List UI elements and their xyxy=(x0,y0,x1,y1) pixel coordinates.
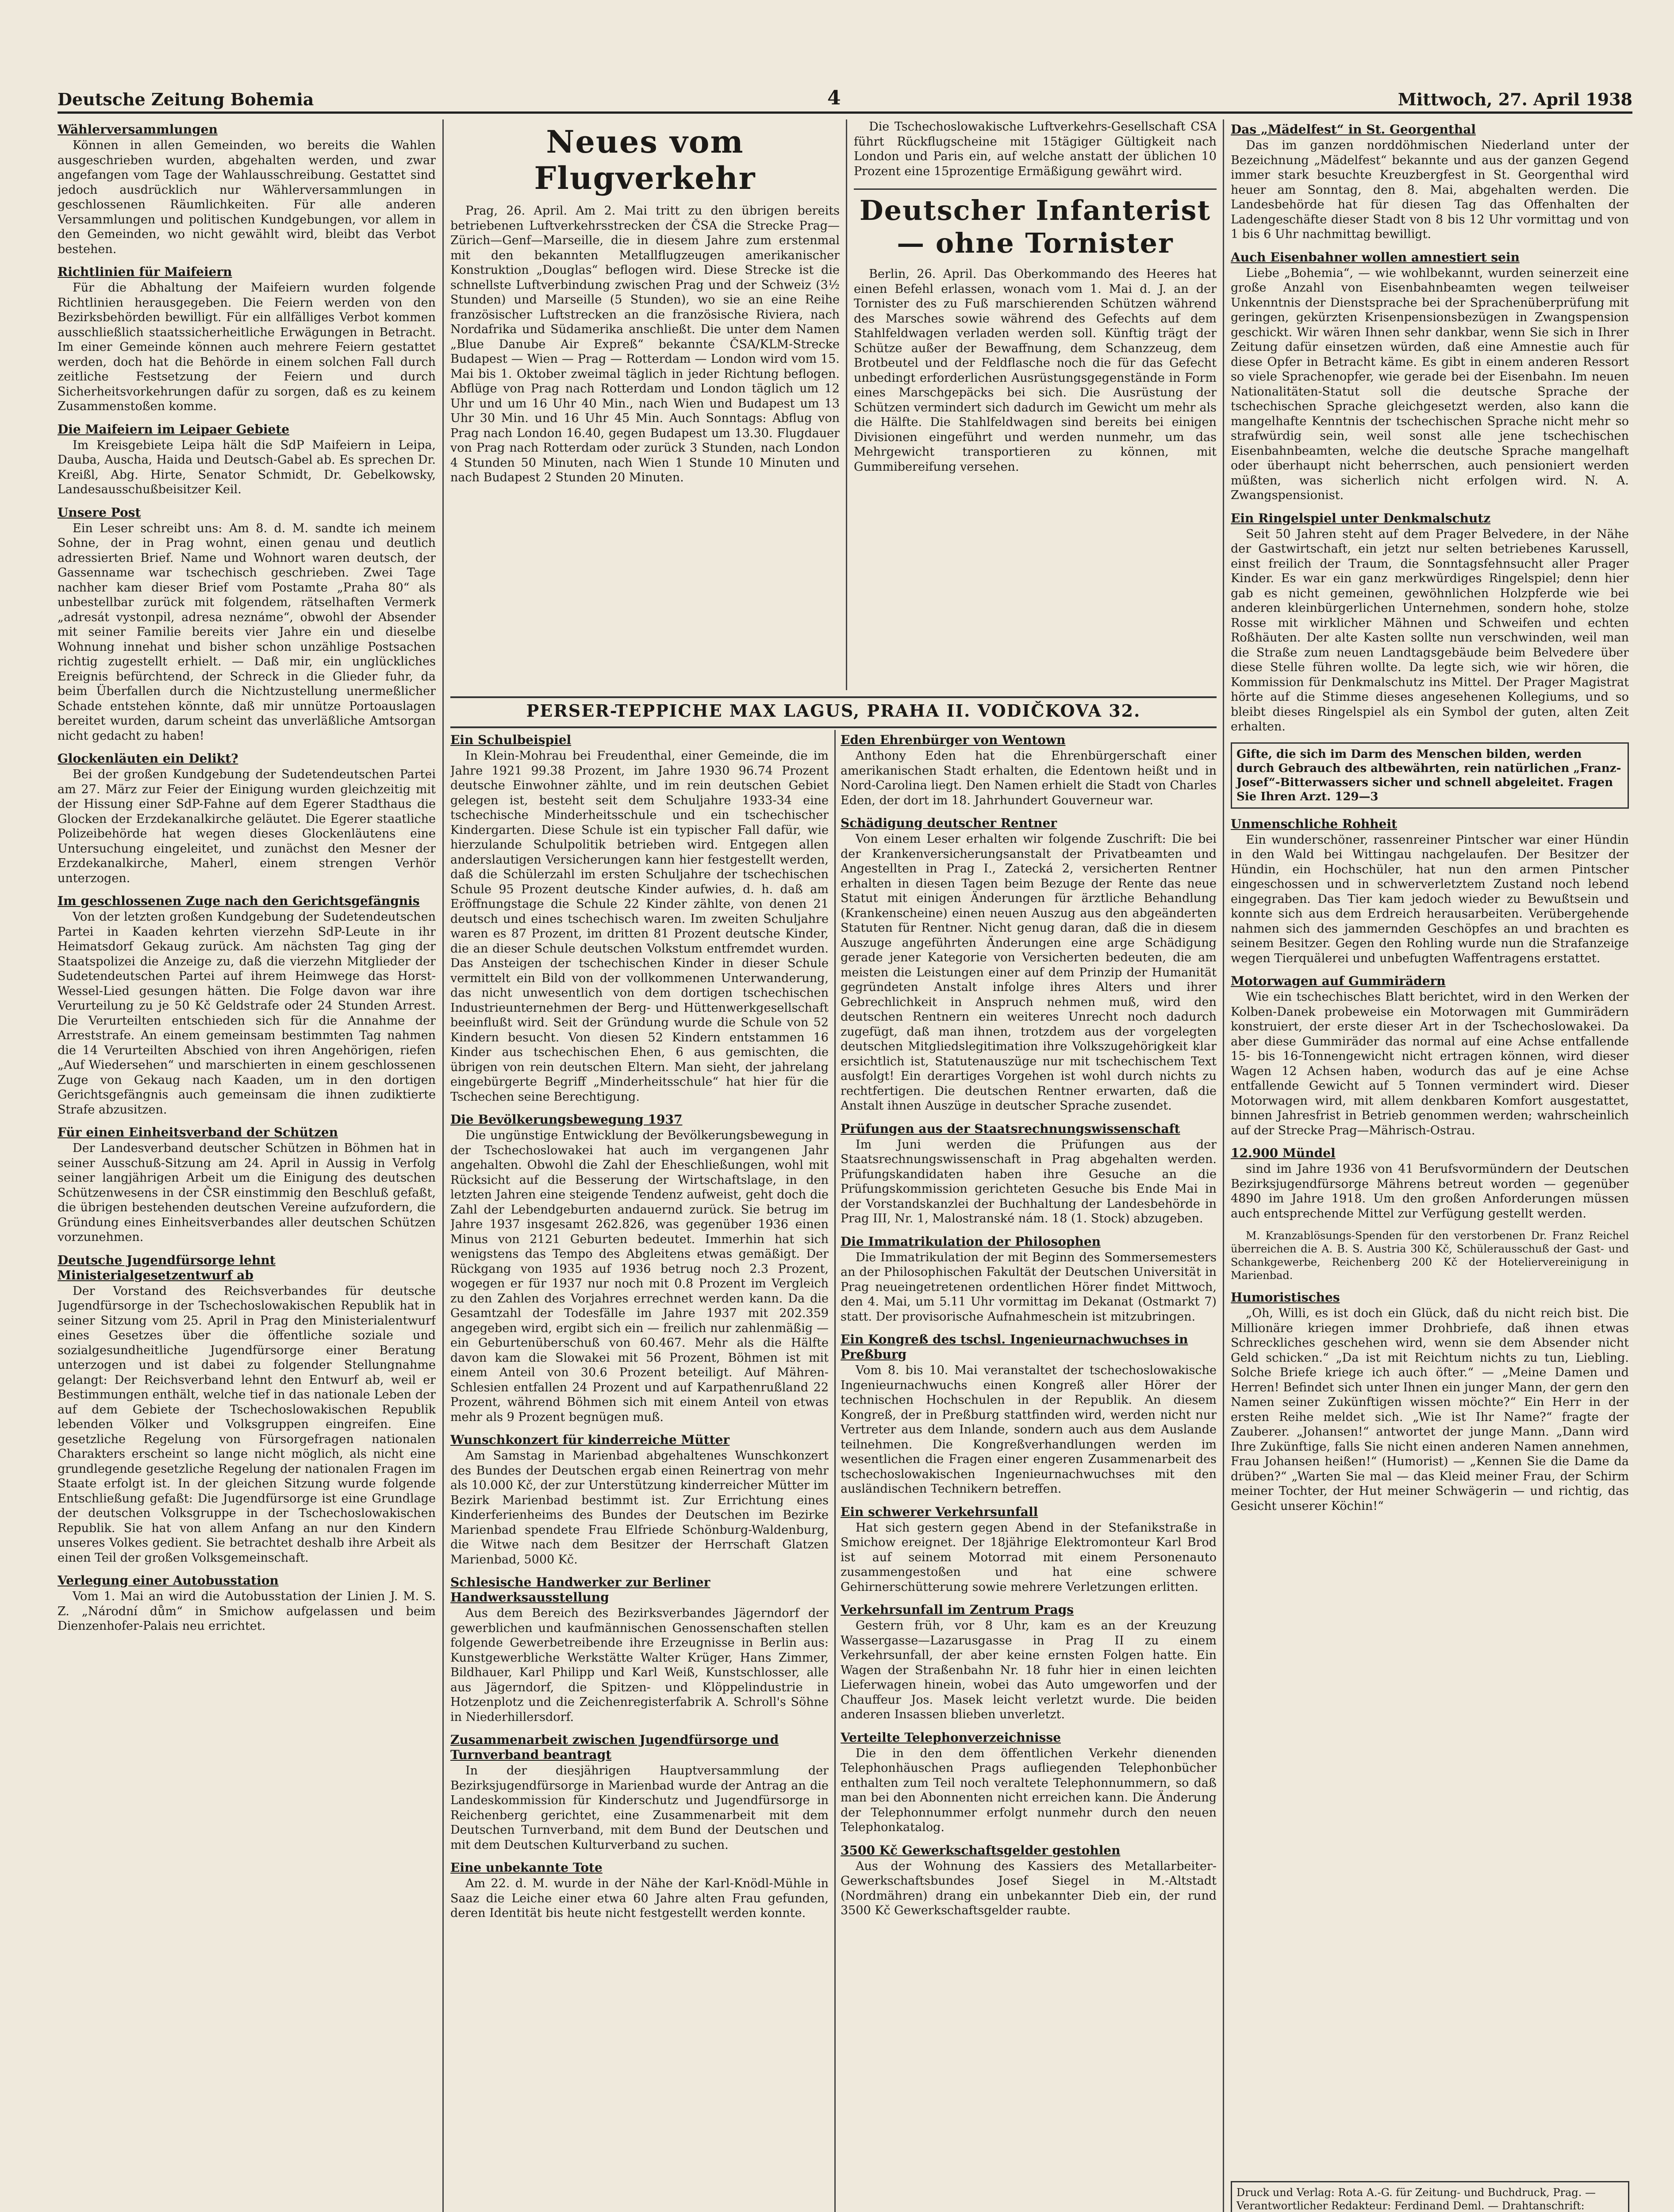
article-heading: Ein schwerer Verkehrsunfall xyxy=(841,1504,1038,1519)
article-title: Neues vom Flugverkehr xyxy=(534,123,756,196)
article-heading: Die Bevölkerungsbewegung 1937 xyxy=(450,1112,683,1127)
donation-notice: M. Kranzablösungs-Spenden für den verstorbenen Dr. Franz Reichel überreichen die A. B. S. Austria 300 Kč, Schülerausschuß der Gast- und Schankgewerbe, Reichenberg 200 Kč der Hoteliervereinigung in Marienbad. xyxy=(1231,1229,1629,1282)
article-heading: Die Immatrikulation der Philosophen xyxy=(841,1234,1101,1249)
article xyxy=(1231,742,1629,809)
article xyxy=(841,1121,1217,1226)
article-body: Der Vorstand des Reichsverbandes für deutsche Jugendfürsorge in der Tschechoslowakischen Republik hat in seiner Sitzung vom 25. April in Prag den Ministerialentwurf eines Gesetzes über die öffentliche soziale und sozialgesundheitliche Jugendfürsorge einer Beratung unterzogen und ist dabei zu folgender Stellungnahme gelangt: Der Reichsverband lehnt den Entwurf ab, weil er Bestimmungen enthält, welche tief in das nationale Leben der auf dem Gebiete der Tschechoslowakischen Republik lebenden Völker und Volksgruppen eingreifen. Eine gesetzliche Regelung von Fürsorgefragen nationalen Charakters erscheint so lange nicht möglich, als nicht eine grundlegende gesetzliche Regelung der nationalen Fragen im Staate erfolgt ist. In der gleichen Sitzung wurde folgende Entschließung gefaßt: Die Jugendfürsorge ist eine Grundlage der deutschen Volksgruppe in der Tschechoslowakischen Republik. Sie hat von allem Anfang an nur den Kindern unseres Volkes gedient. Sie betrachtet deshalb ihre Arbeit als einen Teil der großen Volksgemeinschaft. xyxy=(58,1284,436,1565)
article-body: In Klein-Mohrau bei Freudenthal, einer Gemeinde, die im Jahre 1921 99.38 Prozent, im Jahre 1930 96.74 Prozent deutsche Einwohner zählte, und im rein deutschen Gebiet gelegen ist, besteht seit dem Schuljahre 1933-34 eine tschechische Minderheitsschule und ein tschechischer Kindergarten. Diese Schule ist ein typischer Fall dafür, wie hierzulande Schulpolitik betrieben wird. Entgegen allen anderslautigen Versicherungen kann hier festgestellt werden, daß die Schülerzahl im ersten Schuljahre der tschechischen Schule 95 Prozent deutsche Kinder aufwies, d. h. daß am Eröffnungstage die Schule 22 Kinder zählte, von denen 21 deutsch und eines tschechisch waren. Im zweiten Schuljahre waren es 87 Prozent, im dritten 81 Prozent deutsche Kinder, die an dieser Schule deutschen Volkstum entfremdet wurden. Das Ansteigen der tschechischen Kinder in dieser Schule vermittelt ein Bild von der vollkommenen Unterwanderung, das nicht unwesentlich von dem dortigen tschechischen Industrieunternehmen der Berg- und Hüttenwerkgesellschaft beeinflußt wird. Seit der Gründung wurde die Schule von 52 Kindern besucht. Von diesen 52 Kindern entstammen 16 Kinder aus tschechischen Ehen, 6 aus gemischten, die übrigen von rein deutschen Eltern. Man sieht, der jahrelang eingebürgerte Begriff „Minderheitsschule“ hat hier für die Tschechen seine Berechtigung. xyxy=(450,749,829,1104)
article-body: Aus dem Bereich des Bezirksverbandes Jägerndorf der gewerblichen und kaufmännischen Genossenschaften stellen folgende Gewerbetreibende ihre Erzeugnisse in Berlin aus: Kunstgewerbliche Werkstätte Walter Krüger, Hans Zimmer, Bildhauer, Karl Philipp und Karl Weiß, Kunstschlosser, alle aus Jägerndorf, die Spitzen- und Klöppelindustrie in Hotzenplotz und die Zeichenregisterfabrik A. Schroll's Söhne in Niederhillersdorf. xyxy=(450,1606,829,1724)
article xyxy=(58,894,436,1117)
column-rule xyxy=(1223,119,1224,2212)
article-body: Hat sich gestern gegen Abend in der Stefanikstraße in Smichow ereignet. Der 18jährige Elektromonteur Karl Brod ist auf seinem Motorrad mit einem Personenauto zusammengestoßen und hat eine schwere Gehirnerschütterung sowie mehrere Verletzungen erlitten. xyxy=(841,1521,1217,1594)
column-4 xyxy=(1231,119,1629,2172)
article-body: Im Kreisgebiete Leipa hält die SdP Maifeiern in Leipa, Dauba, Auscha, Haida und Deutsch-Gabel ab. Es sprechen Dr. Kreißl, Abg. Hirte, Senator Schmidt, Dr. Gebelkowsky, Landesausschußbeisitzer Keil. xyxy=(58,438,436,496)
column-rule xyxy=(442,119,444,2212)
column-rule xyxy=(846,119,847,690)
article xyxy=(450,1860,829,1921)
article xyxy=(58,1125,436,1245)
article xyxy=(841,1730,1217,1835)
advertisement-line: PERSER-TEPPICHE MAX LAGUS, PRAHA II. VODIČKOVA 32. xyxy=(526,701,1141,721)
issue-date: Mittwoch, 27. April 1938 xyxy=(1398,89,1632,109)
article-body: Anthony Eden hat die Ehrenbürgerschaft einer amerikanischen Stadt erhalten, die Edentown heißt und in Nord-Carolina liegt. Den Namen erhielt die Stadt von Charles Eden, der dort im 18. Jahrhundert Gouverneur war. xyxy=(841,749,1217,807)
article xyxy=(841,1332,1217,1497)
article-heading: Ein Kongreß des tschsl. Ingenieurnachwuchses in Preßburg xyxy=(841,1332,1188,1362)
article-body: Am Samstag in Marienbad abgehaltenes Wunschkonzert des Bundes der Deutschen ergab einen Reinertrag von mehr als 10.000 Kč, der zur Unterstützung kinderreicher Mütter im Bezirk Marienbad bestimmt ist. Zur Errichtung eines Kinderferienheims des Bundes der Deutschen im Bezirke Marienbad spendete Frau Elfriede Schönburg-Waldenburg, die Witwe nach dem Besitzer der Herrschaft Glatzen Marienbad, 5000 Kč. xyxy=(450,1449,829,1567)
article-body: „Oh, Willi, es ist doch ein Glück, daß du nicht reich bist. Die Millionäre kriegen immer Drohbriefe, daß ihnen etwas Schreckliches geschehen wird, wenn sie dem Absender nicht Geld schicken.“ „Da ist mit Reichtum nichts zu tun, Liebling. Solche Briefe kriege ich auch öfter.“ — „Meine Damen und Herren! Befindet sich unter Ihnen ein junger Mann, der gern den Namen seiner Zukünftigen wissen möchte?“ Ein Herr in der ersten Reihe meldet sich. „Wie ist Ihr Name?“ fragte der Zauberer. „Johansen!“ antwortet der junge Mann. „Dann wird Ihre Zukünftige, falls Sie nicht einen anderen Namen annehmen, Frau Johansen heißen!“ (Humorist) — „Kennen Sie die Dame da drüben?“ „Warten Sie mal — das Kleid meiner Frau, der Schirm meiner Tochter, der Hut meiner Schwägerin — und richtig, das Gesicht unserer Köchin!“ xyxy=(1231,1306,1629,1513)
article-body: Gestern früh, vor 8 Uhr, kam es an der Kreuzung Wassergasse—Lazarusgasse in Prag II zu einem Verkehrsunfall, der aber keine ernsten Folgen hatte. Ein Wagen der Straßenbahn Nr. 18 fuhr hier in einen leichten Lieferwagen hinein, wobei das Auto umgeworfen und der Chauffeur Jos. Masek leicht verletzt wurde. Die beiden anderen Insassen blieben unverletzt. xyxy=(841,1619,1217,1721)
column-2 xyxy=(450,730,829,2212)
column-1 xyxy=(58,119,436,2212)
article-heading: Verlegung einer Autobusstation xyxy=(58,1573,279,1588)
article xyxy=(450,1432,829,1567)
article xyxy=(1231,1290,1629,1513)
article-body: Vom 8. bis 10. Mai veranstaltet der tschechoslowakische Ingenieurnachwuchs einen Kongreß aller Hörer der technischen Hochschulen in der Republik. An diesem Kongreß, der in Preßburg stattfinden wird, werden nicht nur Vertreter aus dem Inlande, sondern auch aus dem Auslande teilnehmen. Die Kongreßverhandlungen werden im wesentlichen die Fragen einer engeren Zusammenarbeit des tschechoslowakischen Ingenieurnachwuchses mit den ausländischen Technikern betreffen. xyxy=(841,1363,1217,1496)
article-heading: Zusammenarbeit zwischen Jugendfürsorge und Turnverband beantragt xyxy=(450,1732,779,1762)
section-divider xyxy=(450,726,1217,728)
article-heading: Auch Eisenbahner wollen amnestiert sein xyxy=(1231,250,1520,265)
article xyxy=(841,1234,1217,1325)
article-heading: Verkehrsunfall im Zentrum Prags xyxy=(841,1602,1074,1617)
article-body: Die Immatrikulation der mit Beginn des Sommersemesters an der Philosophischen Fakultät der Deutschen Universität in Prag neueingetretenen ordentlichen Hörer findet Mittwoch, den 4. Mai, um 5.11 Uhr vormittag im Dekanat (Ostmarkt 7) statt. Der provisorische Aufnahmeschein ist mitzubringen. xyxy=(841,1250,1217,1324)
article-body: Die ungünstige Entwicklung der Bevölkerungsbewegung in der Tschechoslowakei hat auch im vergangenen Jahr angehalten. Obwohl die Zahl der Eheschließungen, wohl mit Rücksicht auf die Besserung der Wirtschaftslage, in den letzten Jahren eine steigende Tendenz aufweist, geht doch die Zahl der Lebendgeburten andauernd zurück. Sie betrug im Jahre 1937 insgesamt 262.826, was gegenüber 1936 einen Minus von 2121 Geburten bedeutet. Immerhin hat sich wenigstens das Tempo des Abgleitens etwas gemäßigt. Der Rückgang von 1935 auf 1936 betrug noch 2.3 Prozent, wogegen er für 1937 nur noch mit 0.8 Prozent im Vergleich zu den Zahlen des Vorjahres errechnet werden kann. Da die Gesamtzahl der Todesfälle im Jahre 1937 mit 202.359 angegeben wird, ergibt sich ein — freilich nur zahlenmäßig — ein Geburtenüberschuß von 60.467. Mehr als die Hälfte davon kam die Slowakei mit 56 Prozent, Böhmen ist mit einem Anteil von 30.6 Prozent beteiligt. Auf Mähren-Schlesien entfallen 24 Prozent und auf Karpathenrußland 22 Prozent, während Böhmen sich mit einem Anteil von etwas mehr als 9 Prozent begnügen muß. xyxy=(450,1129,829,1424)
article-body: Bei der großen Kundgebung der Sudetendeutschen Partei am 27. März zur Feier der Einigung wurden gleichzeitig mit der Hissung einer SdP-Fahne auf dem Egerer Stadthaus die Glocken der Erzdekanalkirche geläutet. Die Egerer staatliche Polizeibehörde hat wegen dieses Glockenläutens eine Untersuchung eingeleitet, und zunächst den Mesner der Erzdekanalkirche, Maherl, einem strengen Verhör unterzogen. xyxy=(58,768,436,885)
article-body: Ein wunderschöner, rassenreiner Pintscher war einer Hündin in den Wald bei Wittingau nachgelaufen. Der Besitzer der Hündin, ein Hochschüler, hat nun den armen Pintscher eingeschossen und in schwerverletztem Zustand noch lebend eingegraben. Das Tier kam jedoch wieder zu Bewußtsein und konnte sich aus dem Erdreich herausarbeiten. Verübergehende nahmen sich des jammernden Geschöpfes an und brachten es seinem Besitzer. Gegen den Rohling wurde nun die Strafanzeige wegen Tierquälerei und unbefugten Waffentragens erstattet. xyxy=(1231,833,1629,965)
article xyxy=(58,265,436,414)
article-body: Von einem Leser erhalten wir folgende Zuschrift: Die bei der Krankenversicherungsanstalt der Privatbeamten und Angestellten in Prag I., Zatecká 2, versicherten Rentner erhalten in diesen Tagen beim Bezuge der Rente das neue Statut mit einigen Änderungen für ärztliche Behandlung (Krankenscheine) einen neuen Auszug aus den abgeänderten Statuten für Rentner. Nicht genug daran, daß die in diesem Auszuge angeführten Änderungen eine arge Schädigung gerade jener Kategorie von Versicherten bedeuten, die am meisten die Leistungen einer auf dem Prinzip der Humanität gegründeten Anstalt infolge ihres Alters und ihrer Gebrechlichkeit in Anspruch nehmen muß, wird den deutschen Rentnern ein weiteres Unrecht noch dadurch zugefügt, daß man ihnen, trotzdem aus der vorgelegten deutschen Mitgliedslegitimation ihre Volkszugehörigkeit klar ersichtlich ist, Statutenauszüge nur mit tschechischem Text ausfolgt! Ein derartiges Vorgehen ist wohl durch nichts zu rechtfertigen. Die deutschen Rentner erwarten, daß die Anstalt ihnen Auszüge in deutscher Sprache zusendet. xyxy=(841,832,1217,1113)
article-heading: Wählerversammlungen xyxy=(58,122,218,137)
article-heading: Für einen Einheitsverband der Schützen xyxy=(58,1125,338,1140)
article xyxy=(450,1575,829,1724)
article-body: Im Juni werden die Prüfungen aus der Staatsrechnungswissenschaft in Prag abgehalten werden. Prüfungskandidaten haben ihre Gesuche an die Prüfungskommission gerichteten Gesuche bis Ende Mai in der Vorstandskanzlei der Buchhaltung der Landesbehörde in Prag III, Nr. 1, Malostranské nám. 18 (1. Stock) abzugeben. xyxy=(841,1137,1217,1225)
article-body: sind im Jahre 1936 von 41 Berufsvormündern der Deutschen Bezirksjugendfürsorge Mährens betreut worden — gegenüber 4890 im Jahre 1918. Um den großen Anforderungen müssen auch entsprechende Mittel zur Verfügung gestellt werden. xyxy=(1231,1162,1629,1221)
article-body: Das im ganzen norddöhmischen Niederland unter der Bezeichnung „Mädelfest“ bekannte und aus der ganzen Gegend immer stark besuchte Kreuzbergfest in St. Georgenthal wird heuer am Sonntag, den 8. Mai, abgehalten werden. Die Landesbehörde hat für diesen Tag das Offenhalten der Ladengeschäfte dieser Stadt von 8 bis 12 Uhr vormittag und von 1 bis 6 Uhr nachmittag bewilligt. xyxy=(1231,138,1629,241)
article-body: Berlin, 26. April. Das Oberkommando des Heeres hat einen Befehl erlassen, wonach vom 1. Mai d. J. an der Tornister des zu Fuß marschierenden Schützen während des Marsches sowie während des Gefechts auf dem Stahlfeldwagen verladen werden soll. Künftig trägt der Schütze außer der Bewaffnung, dem Schanzzeug, dem Brotbeutel und der Feldflasche noch die für das Gefecht unbedingt erforderlichen Ausrüstungsgegenstände in Form eines Marschgepäcks bei sich. Die Ausrüstung der Schützen vermindert sich dadurch im Gewicht um mehr als die Hälfte. Die Stahlfeldwagen sind bereits bei einigen Divisionen eingeführt und werden nunmehr, um das Mehrgewicht transportieren zu können, mit Gummibereifung versehen. xyxy=(854,267,1217,474)
article-heading: Richtlinien für Maifeiern xyxy=(58,265,232,279)
article-body: Von der letzten großen Kundgebung der Sudetendeutschen Partei in Kaaden kehrten vierzehn SdP-Leute in ihr Heimatsdorf Gekaug zurück. Am nächsten Tag ging der Staatspolizei die Anzeige zu, daß die vierzehn Mitglieder der Sudetendeutschen Partei auf ihrem Heimwege das Horst-Wessel-Lied gesungen hätten. Die Folge davon war ihre Verurteilung zu je 50 Kč Geldstrafe oder 24 Stunden Arrest. Die Verurteilten entschieden sich für die Annahme der Arreststrafe. An einem gemeinsam bestimmten Tag nahmen die 14 Verurteilten Abschied von ihren Angehörigen, riefen „Auf Wiedersehen“ und marschierten in einem geschlossenen Zuge von Gekaug nach Kaaden, um in den dortigen Gerichtsgefängnis auch gemeinsam die ihnen zudiktierte Strafe abzusitzen. xyxy=(58,910,436,1117)
article-body: Der Landesverband deutscher Schützen in Böhmen hat in seiner Ausschuß-Sitzung am 24. April in Aussig in Verfolg seiner langjährigen Arbeit um die Einigung des deutschen Schützenwesens in der ČSR einstimmig den Beschluß gefaßt, die übrigen bestehenden deutschen Vereine aufzufordern, die Gründung eines Einheitsverbandes aller deutschen Schützen vorzunehmen. xyxy=(58,1141,436,1244)
article xyxy=(1231,974,1629,1138)
column-3 xyxy=(841,730,1217,2212)
masthead-name: Deutsche Zeitung Bohemia xyxy=(58,89,314,109)
article-heading: Wunschkonzert für kinderreiche Mütter xyxy=(450,1432,730,1447)
page-number: 4 xyxy=(827,87,841,109)
article xyxy=(1231,817,1629,966)
article-title: Deutscher Infanterist — ohne Tornister xyxy=(859,194,1211,259)
article-heading: 12.900 Mündel xyxy=(1231,1146,1336,1160)
article xyxy=(450,1112,829,1425)
article-body: Vom 1. Mai an wird die Autobusstation der Linien J. M. S. Z. „Národní dům“ in Smichow aufgelassen und beim Dienzenhofer-Palais neu errichtet. xyxy=(58,1590,436,1633)
advertisement-box: Gifte, die sich im Darm des Menschen bilden, werden durch Gebrauch des altbewährten, rein natürlichen „Franz-Josef“-Bitterwassers sicher und schnell abgeleitet. Fragen Sie Ihren Arzt. 129—3 xyxy=(1231,742,1629,809)
article-heading: Schlesische Handwerker zur Berliner Handwerksausstellung xyxy=(450,1575,710,1605)
article-heading: Eden Ehrenbürger von Wentown xyxy=(841,733,1066,747)
article-body: Seit 50 Jahren steht auf dem Prager Belvedere, in der Nähe der Gastwirtschaft, ein jetzt nur selten betriebenes Karussell, einst freilich der Traum, die Sonntagsfehnsucht aller Prager Kinder. Es war ein ganz merkwürdiges Ringelspiel; denn hier gab es nicht gemeinen, gewöhnlichen Holzpferde wie bei anderen kleinbürgerlichen Unternehmen, sondern hohe, stolze Rosse mit wirklicher Mähnen und Schweifen und echten Roßhäuten. Der alte Kasten sollte nun verschwinden, weil man die Straße zum neuen Landtagsgebäude beim Belvedere über diese Stelle führen wollte. Da legte sich, wie wir hören, die Kommission für Denkmalschutz ins Mittel. Der Prager Magistrat hörte auf die Stimme dieses angesehenen Kollegiums, und so bleibt dieses Ringelspiel als ein Symbol der guten, alten Zeit erhalten. xyxy=(1231,527,1629,733)
article xyxy=(1231,1146,1629,1221)
article xyxy=(1231,511,1629,734)
article xyxy=(450,1732,829,1852)
article-body: Wie ein tschechisches Blatt berichtet, wird in den Werken der Kolben-Danek probeweise ein Motorwagen mit Gummirädern konstruiert, der erste dieser Art in der Tschechoslowakei. Da aber diese Gummiräder das normal auf eine Achse entfallende 15- bis 16-Tonnengewicht nicht ertragen können, wird dieser Wagen 12 Achsen haben, wodurch das auf je eine Achse entfallende Gewicht auf 5 Tonnen vermindert wird. Dieser Motorwagen wird, mit allem denkbaren Komfort ausgestattet, binnen Jahresfrist in Betrieb genommen werden; wahrscheinlich auf der Strecke Prag—Mährisch-Ostrau. xyxy=(1231,990,1629,1137)
article xyxy=(58,122,436,257)
article xyxy=(58,751,436,886)
article xyxy=(841,1505,1217,1595)
article-heading: Humoristisches xyxy=(1231,1290,1340,1305)
article-heading: Die Maifeiern im Leipaer Gebiete xyxy=(58,422,290,437)
article xyxy=(1231,250,1629,503)
article-heading: Ein Schulbeispiel xyxy=(450,733,572,747)
article-tornister-block xyxy=(854,119,1217,690)
article-body: Aus der Wohnung des Kassiers des Metallarbeiter-Gewerkschaftsbundes Josef Siegel in M.-Altstadt (Nordmähren) drang ein unbekannter Dieb ein, der rund 3500 Kč Gewerkschaftsgelder raubte. xyxy=(841,1859,1217,1917)
article-heading: 3500 Kč Gewerkschaftsgelder gestohlen xyxy=(841,1843,1121,1858)
article-body: Die in den dem öffentlichen Verkehr dienenden Telephonhäuschen Prags aufliegenden Telephonbücher enthalten zum Teil noch veraltete Telephonnummern, so daß man bei den Abonnenten nicht erreichen kann. Die Änderung der Telephonnummer erfolgt nunmehr durch den neuen Telephonkatalog. xyxy=(841,1746,1217,1834)
article-heading: Das „Mädelfest“ in St. Georgenthal xyxy=(1231,122,1476,137)
section-divider xyxy=(450,696,1217,698)
article xyxy=(1231,122,1629,242)
imprint-box xyxy=(1231,2181,1629,2212)
article xyxy=(841,733,1217,808)
article-flugverkehr xyxy=(450,119,840,690)
article-body: Können in allen Gemeinden, wo bereits die Wahlen ausgeschrieben wurden, abgehalten werden, und zwar angefangen vom Tage der Wahlausschreibung. Gestattet sind jedoch ausdrücklich nur Wählerversammlungen in geschlossenen Räumlichkeiten. Für alle anderen Versammlungen und politischen Kundgebungen, vor allem in den Gemeinden, wo nicht gewählt wird, bleibt das Verbot bestehen. xyxy=(58,138,436,256)
article-body: Für die Abhaltung der Maifeiern wurden folgende Richtlinien herausgegeben. Die Feiern werden von den Bezirksbehörden bewilligt. Für ein allfälliges Verbot kommen ausschließlich staatssicherheitliche Erwägungen in Betracht. Im einer Gemeinde können auch mehrere Feiern gestattet werden, doch hat die Behörde in einem solchen Fall durch zeitliche Festsetzung der Feiern und durch Sicherheitsvorkehrungen dafür zu sorgen, daß es zu keinem Zusammenstoßen komme. xyxy=(58,281,436,413)
article-heading: Glockenläuten ein Delikt? xyxy=(58,751,238,766)
article-heading: Motorwagen auf Gummirädern xyxy=(1231,974,1446,988)
article xyxy=(841,816,1217,1114)
article-body: Prag, 26. April. Am 2. Mai tritt zu den übrigen bereits betriebenen Luftverkehrsstrecken der ČSA die Strecke Prag—Zürich—Genf—Marseille, die in diesem Jahre zum erstenmal mit den bekannten Metallflugzeugen amerikanischer Konstruktion „Douglas“ beflogen wird. Diese Strecke ist die schnellste Luftverbindung zwischen Prag und der Schweiz (3½ Stunden) und Marseille (5 Stunden), wo sie an eine Reihe französischer Luftstrecken an die französische Riviera, nach Nordafrika und Südamerika anschließt. Die unter dem Namen „Blue Danube Air Expreß“ bekannte ČSA/KLM-Strecke Budapest — Wien — Prag — Rotterdam — London wird vom 15. Mai bis 1. Oktober zweimal täglich in jeder Richtung beflogen. Abflüge von Prag nach Rotterdam und London täglich um 12 Uhr und um 16 Uhr 40 Min., nach Wien und Budapest um 13 Uhr 30 Min. und 16 Uhr 45 Min. Auch Sonntags: Abflug von Prag nach London 16.40, gegen Budapest um 13.30. Flugdauer von Prag nach Rotterdam oder zurück 3 Stunden, nach London 4 Stunden 50 Minuten, nach Wien 1 Stunde 10 Minuten und nach Budapest 2 Stunden 20 Minuten. xyxy=(450,204,840,484)
article-body: In der diesjährigen Hauptversammlung der Bezirksjugendfürsorge in Marienbad wurde der Antrag an die Landeskommission für Kinderschutz und Jugendfürsorge in Reichenberg gerichtet, eine Zusammenarbeit mit dem Deutschen Turnverband, mit dem Bund der Deutschen und mit dem Deutschen Kulturverband zu suchen. xyxy=(450,1764,829,1852)
divider xyxy=(854,188,1217,190)
article xyxy=(450,733,829,1104)
article-heading: Deutsche Jugendfürsorge lehnt Ministerialgesetzentwurf ab xyxy=(58,1252,276,1283)
article-heading: Eine unbekannte Tote xyxy=(450,1860,603,1875)
article-heading: Schädigung deutscher Rentner xyxy=(841,816,1057,830)
article-heading: Ein Ringelspiel unter Denkmalschutz xyxy=(1231,511,1491,526)
article xyxy=(1231,1229,1629,1282)
article xyxy=(58,505,436,744)
article xyxy=(58,422,436,497)
article xyxy=(841,1843,1217,1918)
article xyxy=(58,1253,436,1566)
column-rule xyxy=(834,730,836,2212)
article-body: Am 22. d. M. wurde in der Nähe der Karl-Knödl-Mühle in Saaz die Leiche einer etwa 60 Jahre alten Frau gefunden, deren Identität bis heute nicht festgestellt werden konnte. xyxy=(450,1877,829,1920)
imprint-text: Druck und Verlag: Rota A.-G. für Zeitung- und Buchdruck, Prag. — Verantwortlicher Redakteur: Ferdinand Deml. — Drahtanschrift: xyxy=(1236,2186,1596,2212)
article-body: Liebe „Bohemia“, — wie wohlbekannt, wurden seinerzeit eine große Anzahl von Eisenbahnbeamten wegen teilweiser Unkenntnis der Dienstsprache bei der Sprachenüberprüfung mit geringen, gekürzten Krisenpensionsbezügen in Zwangspension geschickt. Wir wären Ihnen sehr dankbar, wenn Sie sich in Ihrer Zeitung dafür einsetzen würden, daß eine Amnestie auch für diese Opfer in Betracht käme. Es gibt in einem anderen Ressort so viele Sprachenopfer, wie gerade bei der Eisenbahn. Im neuen Nationalitäten-Statut soll die deutsche Sprache der tschechischen Sprache gleichgesetzt werden, also kann die mangelhafte Kenntnis der tschechischen Sprache nicht mehr so strafwürdig sein, weil sonst alle jene tschechischen Eisenbahnbeamten, welche die deutsche Sprache mangelhaft oder überhaupt nicht beherrschen, auch pensioniert werden müßten, was sicherlich nicht erfolgen wird. N. A. Zwangspensionist. xyxy=(1231,266,1629,502)
article-heading: Im geschlossenen Zuge nach den Gerichtsgefängnis xyxy=(58,894,420,908)
article-heading: Unsere Post xyxy=(58,505,141,520)
article-heading: Unmenschliche Rohheit xyxy=(1231,816,1398,831)
article xyxy=(58,1573,436,1634)
page-header xyxy=(58,87,1632,114)
article-body: Ein Leser schreibt uns: Am 8. d. M. sandte ich meinem Sohne, der in Prag wohnt, einen genau und deutlich adressierten Brief. Name und Wohnort waren deutsch, der Gassenname war tschechisch geschrieben. Zwei Tage nachher kam dieser Brief vom Postamte „Praha 80“ als unbestellbar zurück mit folgendem, rätselhaften Vermerk „adresát vystonpil, adresa neznáme“, obwohl der Absender mit seiner Familie bereits vier Jahre ein und dieselbe Wohnung innehat und bisher schon unzählige Postsachen richtig zugestellt erhielt. — Daß mir, ein unglückliches Ereignis befürchtend, der Schreck in die Glieder fuhr, da beim Überfallen durch die Nichtzustellung unermeßlicher Schade entstehen könnte, daß mir unnütze Portoauslagen bereitet wurden, darum scheint das unverläßliche Amtsorgan nicht gedacht zu haben! xyxy=(58,521,436,743)
article xyxy=(841,1602,1217,1722)
article-luftverkehr-note: Die Tschechoslowakische Luftverkehrs-Gesellschaft CSA führt Rückflugscheine mit 15tägiger Gültigkeit nach London und Paris ein, auf welche anstatt der üblichen 10 Prozent eine 15prozentige Ermäßigung gewährt wird. xyxy=(854,120,1217,178)
article-heading: Prüfungen aus der Staatsrechnungswissenschaft xyxy=(841,1121,1180,1136)
article-heading: Verteilte Telephonverzeichnisse xyxy=(841,1730,1061,1745)
